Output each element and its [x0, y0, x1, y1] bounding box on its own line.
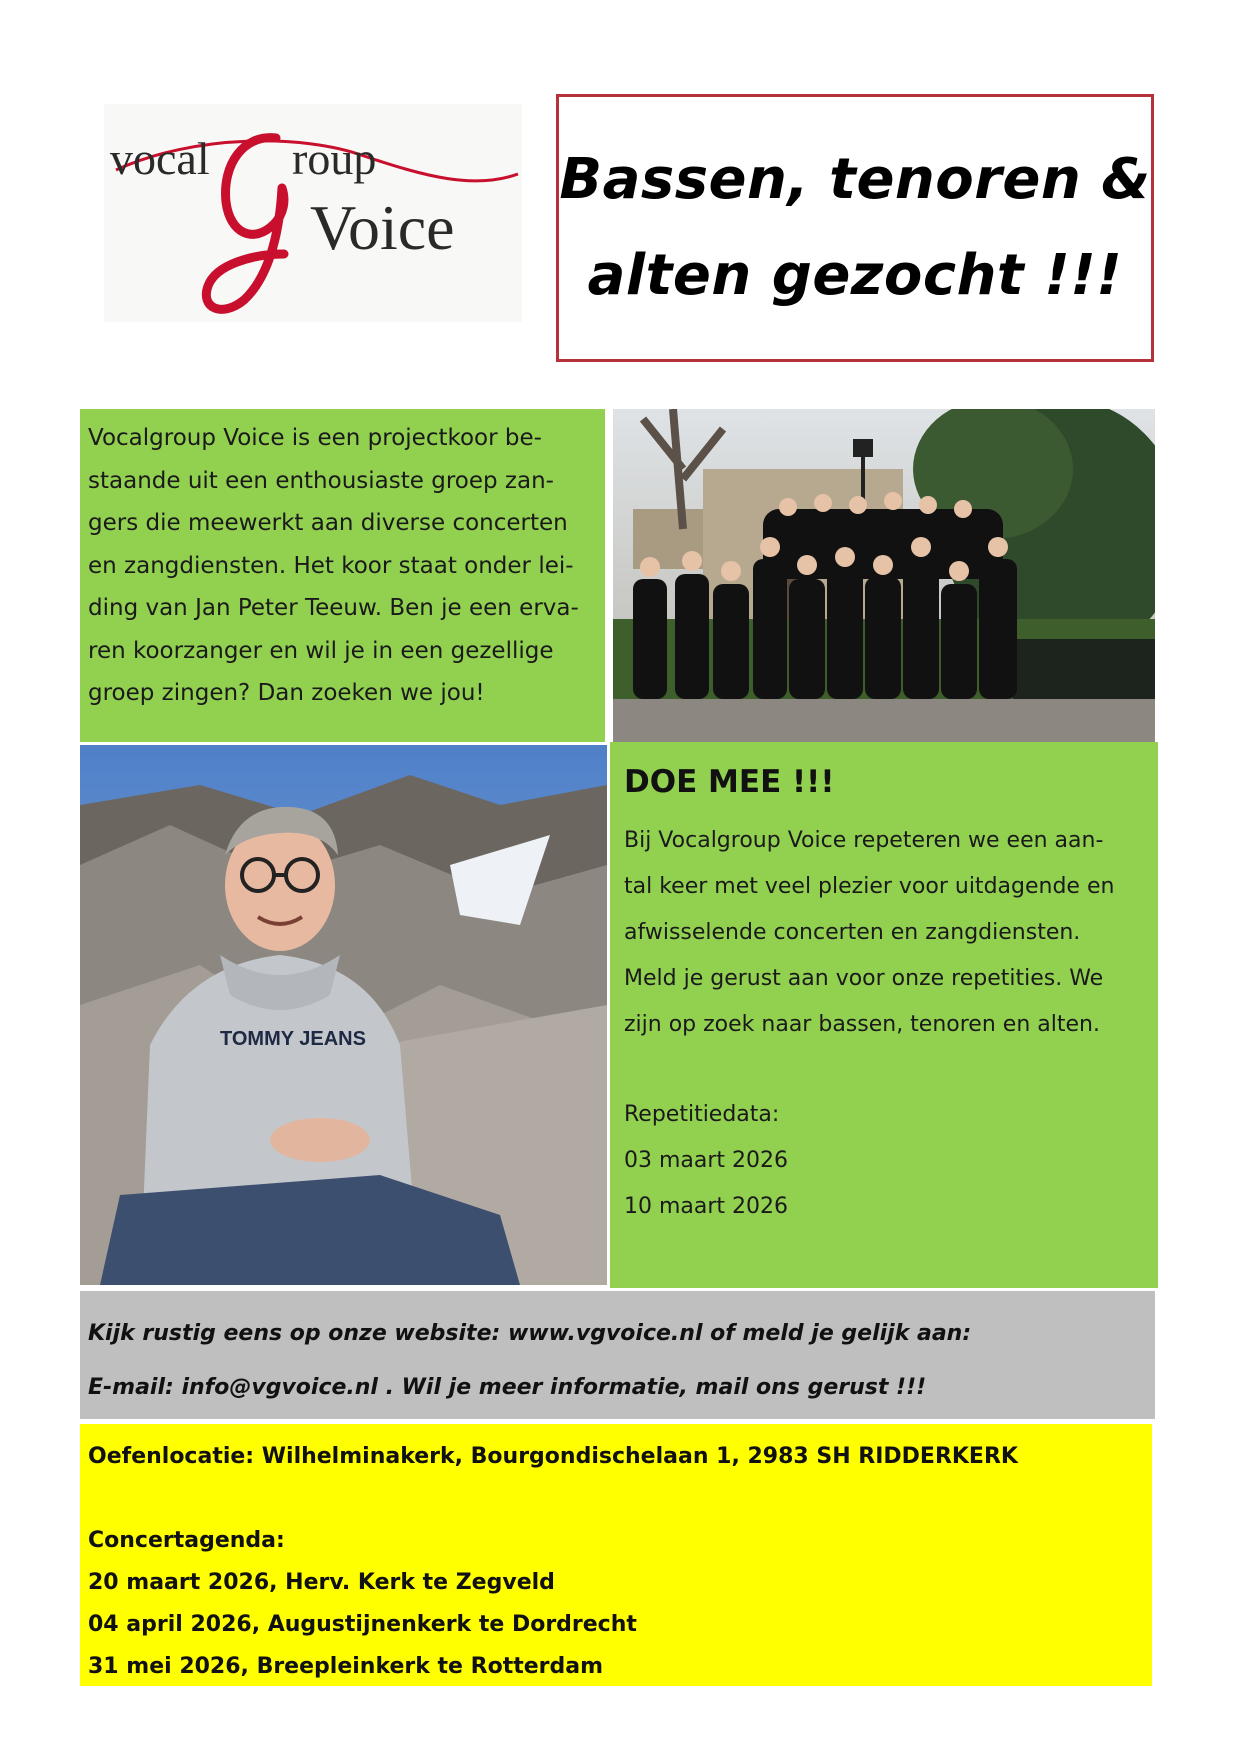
logo-text-voice: Voice [310, 192, 455, 263]
concert-item: 31 mei 2026, Breepleinkerk te Rotterdam [88, 1654, 604, 1679]
logo-text-roup: roup [292, 133, 377, 184]
intro-line: staande uit een enthousiaste groep zan- [88, 467, 554, 494]
conductor-portrait-photo [80, 745, 607, 1285]
intro-line: gers die meewerkt aan diverse concerten [88, 510, 568, 536]
intro-line: ren koorzanger en wil je in een gezellige [88, 637, 554, 664]
join-line: Meld je gerust aan voor onze repetities. We [624, 966, 1104, 991]
email-line: E-mail: info@vgvoice.nl . Wil je meer informatie, mail ons gerust !!! [88, 1375, 927, 1400]
rehearsal-location: Oefenlocatie: Wilhelminakerk, Bourgondischelaan 1, 2983 SH RIDDERKERK [88, 1444, 1018, 1469]
intro-line: ding van Jan Peter Teeuw. Ben je een erva- [88, 595, 579, 621]
concert-item: 04 april 2026, Augustijnenkerk te Dordrecht [88, 1612, 637, 1637]
choir-group-photo [613, 409, 1155, 742]
join-section [610, 742, 1158, 1288]
join-line: Bij Vocalgroup Voice repeteren we een aan- [624, 828, 1104, 853]
sweater-text: TOMMY JEANS [220, 1028, 366, 1050]
intro-line: groep zingen? Dan zoeken we jou! [88, 680, 485, 706]
join-title: DOE MEE !!! [624, 764, 835, 800]
logo-text-vocal: vocal [110, 133, 210, 184]
rehearsal-dates-label: Repetitiedata: [624, 1102, 780, 1127]
rehearsal-date: 10 maart 2026 [624, 1194, 789, 1219]
page-title [559, 132, 1150, 324]
contact-section [80, 1291, 1155, 1419]
concert-item: 20 maart 2026, Herv. Kerk te Zegveld [88, 1570, 555, 1595]
join-line: tal keer met veel plezier voor uitdagende en [624, 874, 1115, 899]
title-line-1: Bassen, tenoren & [559, 147, 1151, 212]
vocalgroup-voice-logo [104, 104, 522, 322]
join-line: zijn op zoek naar bassen, tenoren en alten. [624, 1012, 1100, 1037]
location-agenda-section [80, 1424, 1152, 1686]
concert-agenda-label: Concertagenda: [88, 1528, 285, 1553]
rehearsal-date: 03 maart 2026 [624, 1148, 789, 1173]
intro-line: Vocalgroup Voice is een projectkoor be- [88, 425, 542, 451]
intro-section [80, 409, 605, 742]
title-line-2: alten gezocht !!! [587, 243, 1123, 308]
intro-line: en zangdiensten. Het koor staat onder lei- [88, 552, 574, 579]
website-line: Kijk rustig eens op onze website: www.vgvoice.nl of meld je gelijk aan: [88, 1321, 972, 1346]
join-line: afwisselende concerten en zangdiensten. [624, 920, 1081, 945]
heading-box [556, 94, 1154, 362]
